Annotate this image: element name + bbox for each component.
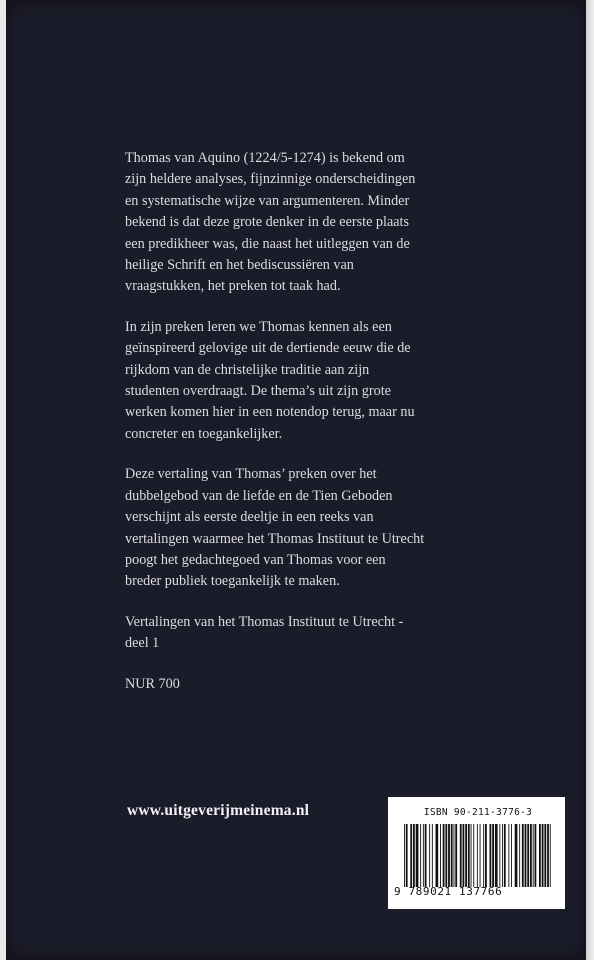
barcode-bar	[432, 824, 433, 887]
barcode-bar	[490, 824, 492, 887]
isbn-label: ISBN 90-211-3776-3	[423, 807, 533, 818]
barcode-bar	[547, 824, 549, 887]
barcode-bar	[410, 824, 412, 887]
barcode-bar	[465, 824, 467, 887]
barcode-bar	[477, 824, 478, 887]
barcode-panel	[388, 797, 565, 909]
barcode-bar	[463, 824, 465, 887]
back-cover	[6, 0, 586, 960]
barcode-bar	[527, 824, 529, 887]
barcode-bar	[429, 824, 430, 887]
ean-digits: 9 789021 137766	[394, 885, 503, 898]
barcode-bar	[425, 824, 427, 887]
barcode-bar	[473, 824, 474, 887]
barcode-bar	[420, 824, 421, 887]
barcode-bar	[480, 824, 481, 887]
barcode-bar	[413, 824, 415, 887]
barcode-bar	[443, 824, 445, 887]
barcode-bar	[436, 824, 439, 887]
barcode-bar	[535, 824, 537, 887]
barcode-bar	[542, 824, 544, 887]
barcode-bar	[515, 824, 518, 887]
barcode-bar	[451, 824, 453, 887]
barcode-bar	[504, 824, 506, 887]
barcode-bar	[550, 824, 551, 887]
barcode-bar	[404, 824, 405, 887]
barcode-bars	[402, 824, 554, 887]
barcode-bar	[495, 824, 498, 887]
barcode-bar	[530, 824, 532, 887]
barcode-bar	[448, 824, 450, 887]
barcode-bar	[485, 824, 487, 887]
nur-code: NUR 700	[125, 675, 180, 692]
barcode-bar	[460, 824, 462, 887]
blurb-paragraph-translation: Deze vertaling van Thomas’ preken over het dubbelgebod van de liefde en de Tien Geboden verschijnt als eerste deeltje in een reeks van vertalingen waarmee het Thomas Instituut te Utrecht poogt het gedachtegoed van Thomas voor een breder publiek toegankelijk te maken.	[125, 466, 425, 590]
blurb-text	[125, 148, 425, 714]
barcode-bar	[406, 824, 408, 887]
publisher-website: www.uitgeverijmeinema.nl	[127, 802, 310, 819]
barcode-bar	[492, 824, 494, 887]
barcode-bar	[423, 824, 424, 887]
barcode-bar	[519, 824, 520, 887]
barcode-bar	[522, 824, 524, 887]
barcode-bar	[544, 824, 546, 887]
barcode-bar	[471, 824, 472, 887]
series-title: Vertalingen van het Thomas Instituut te Utrecht - deel 1	[125, 613, 404, 652]
barcode-bar	[455, 824, 457, 887]
barcode-bar	[508, 824, 509, 887]
barcode-bar	[525, 824, 527, 887]
barcode-bar	[483, 824, 484, 887]
barcode-bar	[468, 824, 470, 887]
barcode-bar	[499, 824, 500, 887]
barcode-bar	[533, 824, 534, 887]
barcode-bar	[539, 824, 541, 887]
barcode-bar	[511, 824, 512, 887]
barcode-bar	[416, 824, 419, 887]
barcode-bar	[445, 824, 447, 887]
page-edge	[586, 0, 594, 960]
barcode-bar	[440, 824, 441, 887]
blurb-paragraph-sermons: In zijn preken leren we Thomas kennen als een geïnspireerd gelovige uit de dertiende eeuw die de rijkdom van de christelijke traditie aan zijn studenten overdraagt. De thema’s uit zijn grote werken komen hier in een notendop terug, maar nu concreter en toegankelijker.	[125, 318, 415, 442]
blurb-paragraph-intro: Thomas van Aquino (1224/5-1274) is bekend om zijn heldere analyses, fijnzinnige onderscheidingen en systematische wijze van argumenteren. Minder bekend is dat deze grote denker in de eerste plaats een predikheer was, die naast het uitleggen van de heilige Schrift en het bediscussiëren van vraagstukken, het preken tot taak had.	[125, 150, 416, 295]
barcode-bar	[502, 824, 503, 887]
barcode-bar	[454, 824, 455, 887]
